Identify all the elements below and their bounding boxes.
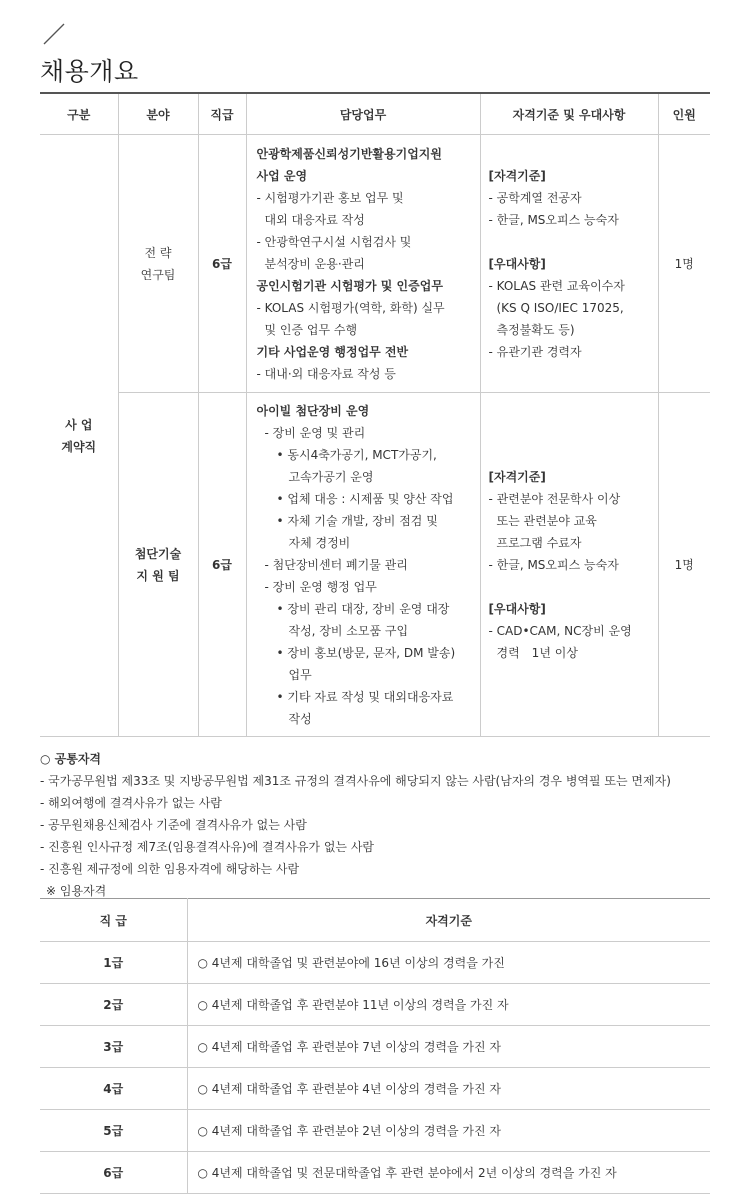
text-line: - 시험평가기관 홍보 업무 및 [256,190,404,205]
common-qualifications [40,748,671,902]
text-line: 또는 관련분야 교육 [496,513,597,528]
text-line: 대외 대응자료 작성 [264,212,365,227]
text-line: 아이빌 첨단장비 운영 [256,403,370,418]
recruitment-table [40,92,710,737]
table-row [40,135,710,393]
table-row [40,984,710,1026]
common-item: - 진흥원 제규정에 의한 임용자격에 해당하는 사람 [40,862,300,876]
text-line: [자격기준] [488,469,546,484]
text-line: 자체 경정비 [288,535,351,550]
text-line: • 장비 관리 대장, 장비 운영 대장 [276,601,450,616]
text-line [489,231,652,253]
level-cell: 1급 [40,942,187,984]
text-line: 기타 사업운영 행정업무 전반 [256,344,409,359]
grade-cell: 6급 [198,393,246,737]
text-line: - 대내·외 대응자료 작성 등 [256,366,396,381]
text-line: 측정불확도 등) [496,322,575,337]
text-line [489,576,652,598]
header-criteria: 자격기준 [187,899,710,942]
text-line: • 자체 기술 개발, 장비 점검 및 [276,513,438,528]
text-line: - KOLAS 관련 교육이수자 [488,278,625,293]
count-cell: 1명 [658,393,710,737]
text-line: 경력 1년 이상 [496,645,578,660]
criteria-cell: ○ 4년제 대학졸업 및 관련분야에 16년 이상의 경력을 가진 [187,942,710,984]
text-line: 사업 운영 [256,168,308,183]
field-cell: 전 략 연구팀 [118,135,198,393]
level-cell: 6급 [40,1152,187,1194]
text-line: [우대사항] [488,601,546,616]
criteria-cell: ○ 4년제 대학졸업 후 관련분야 11년 이상의 경력을 가진 자 [187,984,710,1026]
text-line: - 첨단장비센터 폐기물 관리 [264,557,408,572]
text-line: - 공학계열 전공자 [488,190,582,205]
table-row [40,1026,710,1068]
common-item: - 공무원채용신체검사 기준에 결격사유가 없는 사람 [40,818,307,832]
grade-cell: 6급 [198,135,246,393]
text-line: - 유관기관 경력자 [488,344,582,359]
text-line: • 장비 홍보(방문, 문자, DM 발송) [276,645,456,660]
note: ※ 임용자격 [46,884,107,898]
criteria-cell: ○ 4년제 대학졸업 후 관련분야 2년 이상의 경력을 가진 자 [187,1110,710,1152]
category-cell: 사 업 계약직 [40,135,118,737]
grade-criteria-table [40,898,710,1194]
text-line: 업무 [288,667,312,682]
common-heading: ○ 공통자격 [40,752,102,766]
text-line: - 한글, MS오피스 능숙자 [488,212,619,227]
table-header-row [40,899,710,942]
qualifications-cell [480,393,658,737]
criteria-cell: ○ 4년제 대학졸업 및 전문대학졸업 후 관련 분야에서 2년 이상의 경력을 가진 자 [187,1152,710,1194]
text-line: - 장비 운영 행정 업무 [264,579,377,594]
text-line: - KOLAS 시험평가(역학, 화학) 실무 [256,300,445,315]
table-row [40,1152,710,1194]
header-field: 분야 [118,93,198,135]
text-line: • 업체 대응 : 시제품 및 양산 작업 [276,491,454,506]
header-count: 인원 [658,93,710,135]
text-line: 분석장비 운용·관리 [264,256,365,271]
count-cell: 1명 [658,135,710,393]
criteria-cell: ○ 4년제 대학졸업 후 관련분야 4년 이상의 경력을 가진 자 [187,1068,710,1110]
text-line: - 관련분야 전문학사 이상 [488,491,621,506]
text-line: (KS Q ISO/IEC 17025, [496,300,624,315]
text-line: - 안광학연구시설 시험검사 및 [256,234,412,249]
text-line: [자격기준] [488,168,546,183]
page-title: 채용개요 [40,57,139,86]
header-category: 구분 [40,93,118,135]
level-cell: 5급 [40,1110,187,1152]
common-item: - 국가공무원법 제33조 및 지방공무원법 제31조 규정의 결격사유에 해당되지 않는 사람(남자의 경우 병역필 또는 면제자) [40,774,671,788]
header-grade: 직급 [198,93,246,135]
level-cell: 4급 [40,1068,187,1110]
header-level: 직 급 [40,899,187,942]
table-row [40,942,710,984]
duties-cell [246,135,480,393]
text-line: • 동시4축가공기, MCT가공기, [276,447,437,462]
common-item: - 해외여행에 결격사유가 없는 사람 [40,796,222,810]
text-line: [우대사항] [488,256,546,271]
qualifications-cell [480,135,658,393]
criteria-cell: ○ 4년제 대학졸업 후 관련분야 7년 이상의 경력을 가진 자 [187,1026,710,1068]
text-line: 작성 [288,711,312,726]
text-line: - 장비 운영 및 관리 [264,425,366,440]
text-line: 공인시험기관 시험평가 및 인증업무 [256,278,443,293]
level-cell: 2급 [40,984,187,1026]
header-duties: 담당업무 [246,93,480,135]
text-line: - 한글, MS오피스 능숙자 [488,557,619,572]
slash-decoration [42,22,66,46]
table-header-row [40,93,710,135]
text-line: 프로그램 수료자 [496,535,582,550]
table-row [40,393,710,737]
text-line: - CAD•CAM, NC장비 운영 [488,623,632,638]
field-cell: 첨단기술 지 원 팀 [118,393,198,737]
level-cell: 3급 [40,1026,187,1068]
text-line: 및 인증 업무 수행 [264,322,358,337]
header-qualifications: 자격기준 및 우대사항 [480,93,658,135]
duties-cell [246,393,480,737]
text-line: 안광학제품신뢰성기반활용기업지원 [256,146,442,161]
table-row [40,1110,710,1152]
text-line: • 기타 자료 작성 및 대외대응자료 [276,689,454,704]
table-row [40,1068,710,1110]
text-line: 작성, 장비 소모품 구입 [288,623,409,638]
text-line: 고속가공기 운영 [288,469,374,484]
common-item: - 진흥원 인사규정 제7조(임용결격사유)에 결격사유가 없는 사람 [40,840,375,854]
